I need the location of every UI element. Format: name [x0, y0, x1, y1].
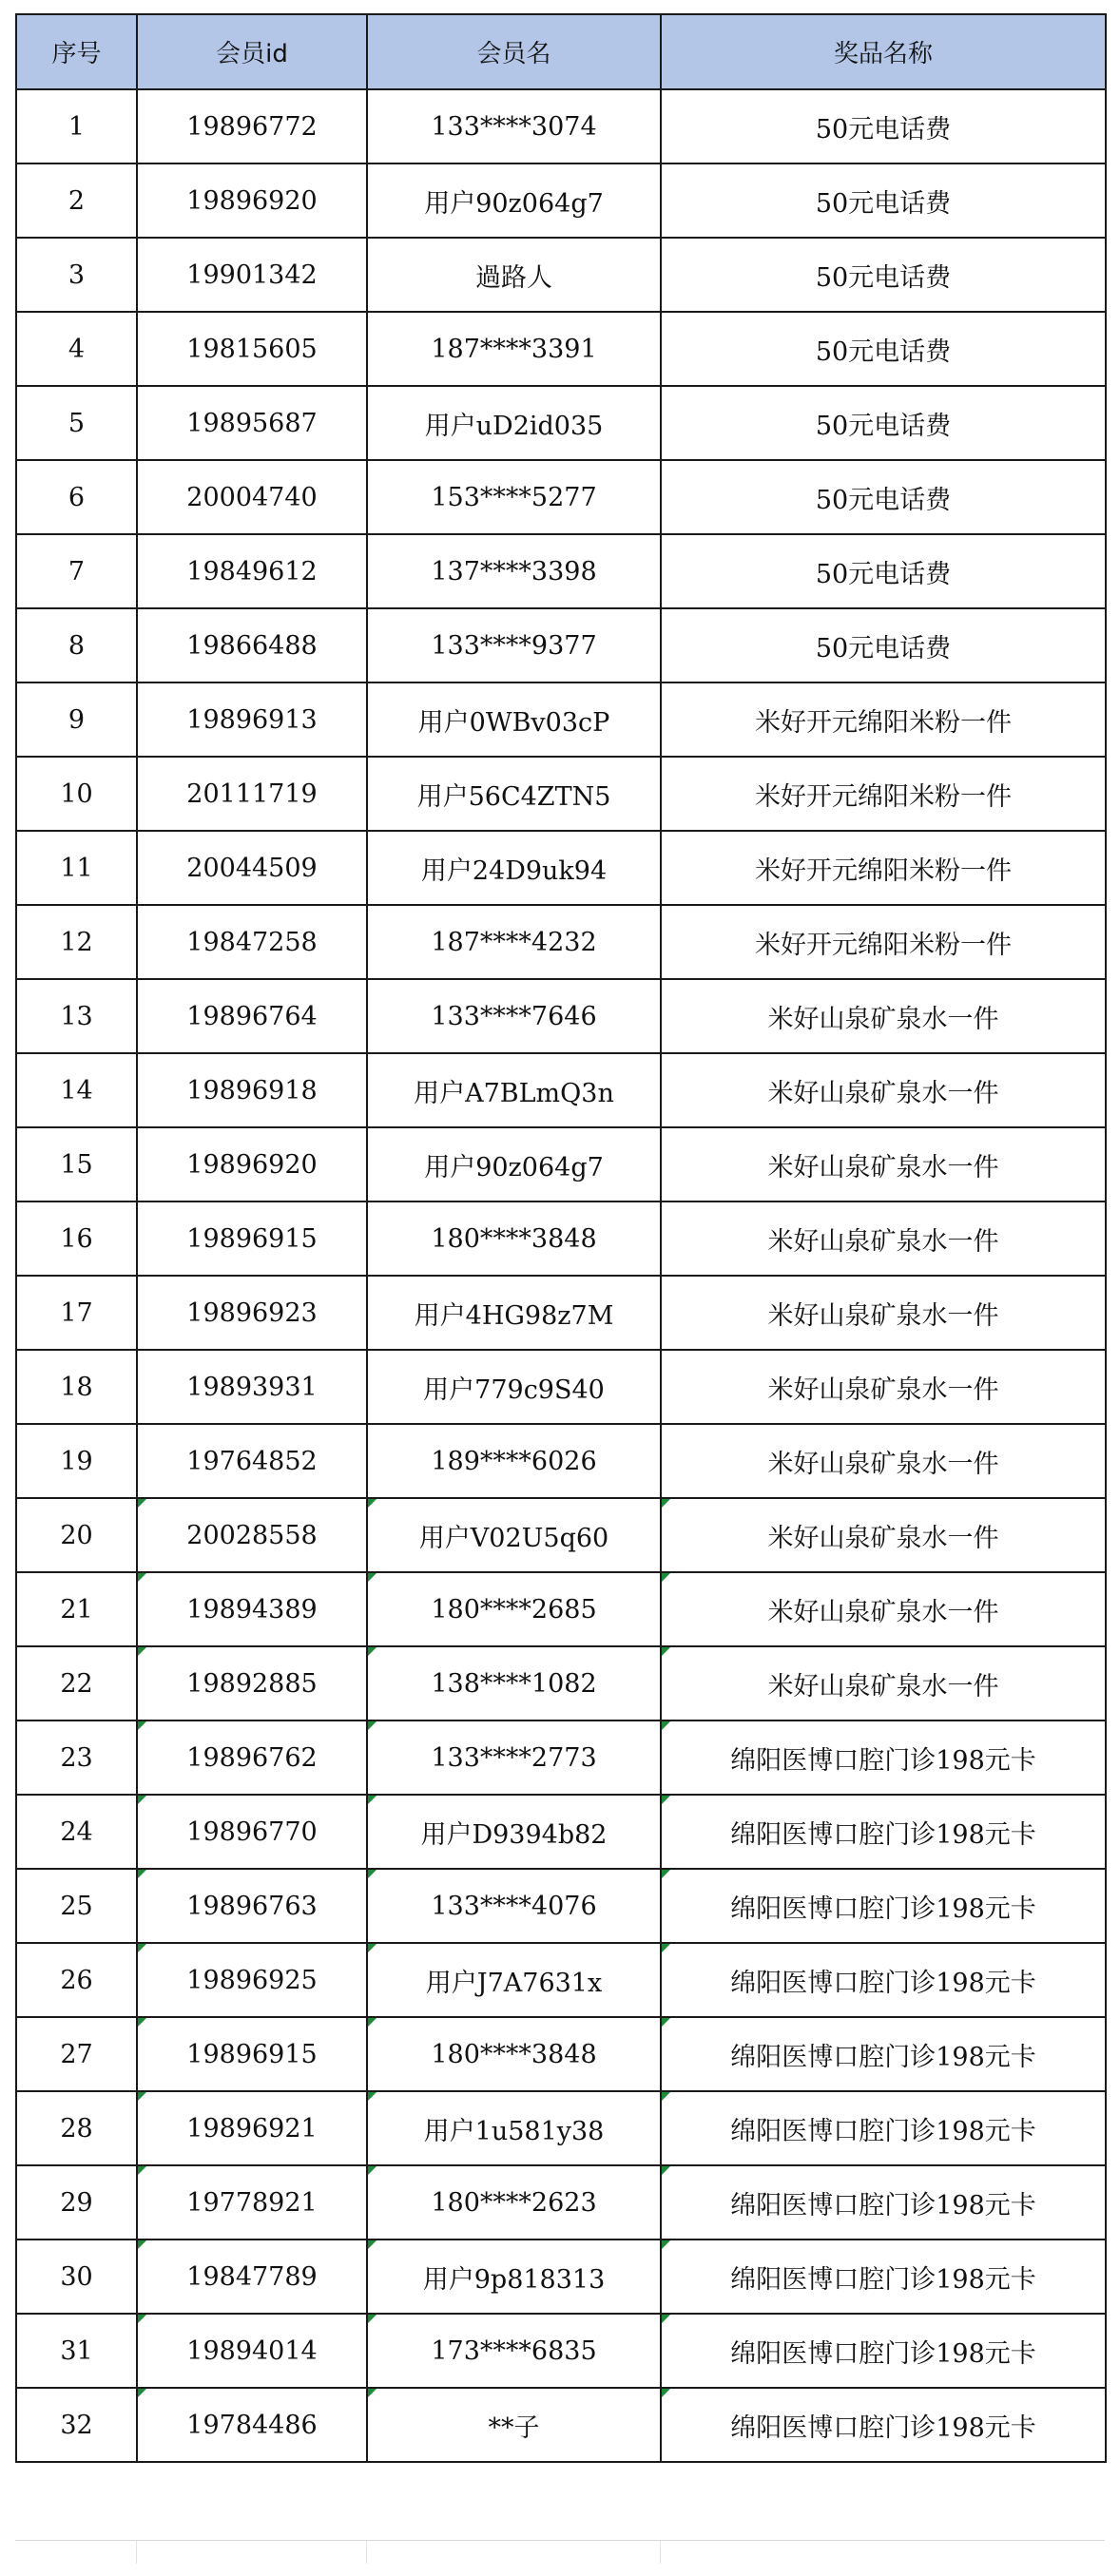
table-row — [16, 1943, 1106, 2017]
cell-member-id[interactable]: 19896921 — [137, 2091, 367, 2165]
cell-member-name[interactable]: 133****3074 — [367, 89, 661, 163]
cell-serial-number[interactable]: 29 — [16, 2165, 137, 2240]
cell-prize-name[interactable]: 绵阳医博口腔门诊198元卡 — [661, 1869, 1106, 1943]
cell-member-name[interactable]: 180****3848 — [367, 2017, 661, 2091]
cell-serial-number[interactable]: 32 — [16, 2388, 137, 2462]
cell-member-name[interactable]: 189****6026 — [367, 1424, 661, 1498]
table-row — [16, 1350, 1106, 1424]
cell-prize-name[interactable]: 绵阳医博口腔门诊198元卡 — [661, 2388, 1106, 2462]
cell-serial-number[interactable]: 12 — [16, 905, 137, 979]
cell-prize-name[interactable]: 绵阳医博口腔门诊198元卡 — [661, 2240, 1106, 2314]
table-row — [16, 1869, 1106, 1943]
cell-member-name[interactable]: 用户A7BLmQ3n — [367, 1053, 661, 1127]
cell-serial-number[interactable]: 2 — [16, 163, 137, 238]
cell-member-id[interactable]: 19893931 — [137, 1350, 367, 1424]
cell-serial-number[interactable]: 25 — [16, 1869, 137, 1943]
cell-prize-name[interactable]: 绵阳医博口腔门诊198元卡 — [661, 1943, 1106, 2017]
cell-prize-name[interactable]: 米好山泉矿泉水一件 — [661, 1572, 1106, 1646]
cell-prize-name[interactable]: 50元电话费 — [661, 534, 1106, 608]
cell-member-name[interactable]: 137****3398 — [367, 534, 661, 608]
cell-member-id[interactable]: 19892885 — [137, 1646, 367, 1721]
cell-serial-number[interactable]: 3 — [16, 238, 137, 312]
cell-member-id[interactable]: 19896770 — [137, 1795, 367, 1869]
cell-member-id[interactable]: 19894014 — [137, 2314, 367, 2388]
table-row — [16, 608, 1106, 682]
table-row — [16, 386, 1106, 460]
table-row — [16, 2314, 1106, 2388]
cell-prize-name[interactable]: 米好山泉矿泉水一件 — [661, 1276, 1106, 1350]
cell-member-id[interactable]: 19784486 — [137, 2388, 367, 2462]
cell-serial-number[interactable]: 14 — [16, 1053, 137, 1127]
cell-member-name[interactable]: 133****9377 — [367, 608, 661, 682]
table-row — [16, 2017, 1106, 2091]
table-row — [16, 163, 1106, 238]
cell-member-name[interactable]: 用户779c9S40 — [367, 1350, 661, 1424]
cell-prize-name[interactable]: 绵阳医博口腔门诊198元卡 — [661, 2165, 1106, 2240]
cell-member-id[interactable]: 19896925 — [137, 1943, 367, 2017]
cell-member-id[interactable]: 19896762 — [137, 1721, 367, 1795]
table-row — [16, 1572, 1106, 1646]
table-row — [16, 534, 1106, 608]
cell-member-id[interactable]: 19896763 — [137, 1869, 367, 1943]
cell-prize-name[interactable]: 绵阳医博口腔门诊198元卡 — [661, 1795, 1106, 1869]
gridline — [366, 2541, 367, 2564]
table-row — [16, 682, 1106, 757]
cell-member-name[interactable]: 用户V02U5q60 — [367, 1498, 661, 1572]
header-serial-number[interactable]: 序号 — [16, 14, 137, 89]
header-member-name[interactable]: 会员名 — [367, 14, 661, 89]
table-row — [16, 979, 1106, 1053]
cell-member-id[interactable]: 19764852 — [137, 1424, 367, 1498]
cell-prize-name[interactable]: 50元电话费 — [661, 312, 1106, 386]
cell-serial-number[interactable]: 9 — [16, 682, 137, 757]
cell-serial-number[interactable]: 11 — [16, 831, 137, 905]
cell-prize-name[interactable]: 米好山泉矿泉水一件 — [661, 1350, 1106, 1424]
cell-member-id[interactable]: 19896772 — [137, 89, 367, 163]
gridline — [136, 2541, 137, 2564]
cell-serial-number[interactable]: 10 — [16, 757, 137, 831]
cell-member-name[interactable]: 用户0WBv03cP — [367, 682, 661, 757]
header-row — [16, 14, 1106, 89]
cell-prize-name[interactable]: 米好山泉矿泉水一件 — [661, 1127, 1106, 1201]
cell-serial-number[interactable]: 4 — [16, 312, 137, 386]
cell-serial-number[interactable]: 27 — [16, 2017, 137, 2091]
cell-serial-number[interactable]: 26 — [16, 1943, 137, 2017]
table-body — [16, 89, 1106, 2462]
cell-member-name[interactable]: 180****3848 — [367, 1201, 661, 1276]
cell-serial-number[interactable]: 13 — [16, 979, 137, 1053]
cell-member-name[interactable]: 用户24D9uk94 — [367, 831, 661, 905]
cell-member-id[interactable]: 19895687 — [137, 386, 367, 460]
cell-member-name[interactable]: 用户1u581y38 — [367, 2091, 661, 2165]
cell-prize-name[interactable]: 50元电话费 — [661, 238, 1106, 312]
cell-prize-name[interactable]: 50元电话费 — [661, 386, 1106, 460]
cell-member-name[interactable]: 187****3391 — [367, 312, 661, 386]
cell-serial-number[interactable]: 24 — [16, 1795, 137, 1869]
table-row — [16, 460, 1106, 534]
cell-member-id[interactable]: 19896764 — [137, 979, 367, 1053]
cell-member-id[interactable]: 19847258 — [137, 905, 367, 979]
cell-prize-name[interactable]: 米好山泉矿泉水一件 — [661, 1201, 1106, 1276]
cell-member-name[interactable]: 用户56C4ZTN5 — [367, 757, 661, 831]
table-row — [16, 1424, 1106, 1498]
empty-spreadsheet-row — [15, 2540, 1105, 2564]
gridline — [660, 2541, 661, 2564]
cell-member-name[interactable]: 133****2773 — [367, 1721, 661, 1795]
cell-prize-name[interactable]: 米好开元绵阳米粉一件 — [661, 682, 1106, 757]
table-row — [16, 1498, 1106, 1572]
table-row — [16, 2388, 1106, 2462]
cell-member-id[interactable]: 19894389 — [137, 1572, 367, 1646]
cell-serial-number[interactable]: 23 — [16, 1721, 137, 1795]
cell-member-name[interactable]: 用户uD2id035 — [367, 386, 661, 460]
cell-serial-number[interactable]: 16 — [16, 1201, 137, 1276]
cell-member-id[interactable]: 20111719 — [137, 757, 367, 831]
cell-serial-number[interactable]: 17 — [16, 1276, 137, 1350]
table-row — [16, 238, 1106, 312]
cell-prize-name[interactable]: 米好山泉矿泉水一件 — [661, 1424, 1106, 1498]
table-row — [16, 1646, 1106, 1721]
cell-member-id[interactable]: 19896920 — [137, 1127, 367, 1201]
cell-prize-name[interactable]: 米好山泉矿泉水一件 — [661, 1646, 1106, 1721]
cell-prize-name[interactable]: 50元电话费 — [661, 89, 1106, 163]
cell-member-id[interactable]: 19896913 — [137, 682, 367, 757]
cell-member-name[interactable]: 133****7646 — [367, 979, 661, 1053]
table-row — [16, 831, 1106, 905]
cell-member-id[interactable]: 19896920 — [137, 163, 367, 238]
cell-member-id[interactable]: 19896918 — [137, 1053, 367, 1127]
cell-member-id[interactable]: 19896915 — [137, 2017, 367, 2091]
cell-serial-number[interactable]: 7 — [16, 534, 137, 608]
cell-member-id[interactable]: 20044509 — [137, 831, 367, 905]
table-row — [16, 1276, 1106, 1350]
table-row — [16, 1127, 1106, 1201]
cell-member-id[interactable]: 19847789 — [137, 2240, 367, 2314]
cell-member-name[interactable]: 過路人 — [367, 238, 661, 312]
cell-member-id[interactable]: 19896923 — [137, 1276, 367, 1350]
cell-member-id[interactable]: 19849612 — [137, 534, 367, 608]
table-row — [16, 905, 1106, 979]
cell-member-name[interactable]: 用户4HG98z7M — [367, 1276, 661, 1350]
table-row — [16, 312, 1106, 386]
cell-member-name[interactable]: **子 — [367, 2388, 661, 2462]
table-row — [16, 1053, 1106, 1127]
cell-serial-number[interactable]: 20 — [16, 1498, 137, 1572]
cell-prize-name[interactable]: 50元电话费 — [661, 163, 1106, 238]
cell-member-id[interactable]: 19866488 — [137, 608, 367, 682]
cell-member-name[interactable]: 133****4076 — [367, 1869, 661, 1943]
cell-member-name[interactable]: 173****6835 — [367, 2314, 661, 2388]
cell-serial-number[interactable]: 31 — [16, 2314, 137, 2388]
cell-member-id[interactable]: 20028558 — [137, 1498, 367, 1572]
cell-prize-name[interactable]: 绵阳医博口腔门诊198元卡 — [661, 2017, 1106, 2091]
cell-prize-name[interactable]: 绵阳医博口腔门诊198元卡 — [661, 1721, 1106, 1795]
cell-member-name[interactable]: 180****2623 — [367, 2165, 661, 2240]
cell-member-id[interactable]: 19815605 — [137, 312, 367, 386]
cell-member-name[interactable]: 用户9p818313 — [367, 2240, 661, 2314]
cell-prize-name[interactable]: 50元电话费 — [661, 460, 1106, 534]
cell-member-name[interactable]: 用户J7A7631x — [367, 1943, 661, 2017]
cell-serial-number[interactable]: 28 — [16, 2091, 137, 2165]
spreadsheet-sheet — [15, 13, 1105, 2463]
cell-prize-name[interactable]: 米好山泉矿泉水一件 — [661, 1498, 1106, 1572]
cell-serial-number[interactable]: 19 — [16, 1424, 137, 1498]
cell-member-id[interactable]: 19778921 — [137, 2165, 367, 2240]
table-row — [16, 2165, 1106, 2240]
cell-member-name[interactable]: 153****5277 — [367, 460, 661, 534]
table-header — [16, 14, 1106, 89]
cell-serial-number[interactable]: 8 — [16, 608, 137, 682]
table-row — [16, 2091, 1106, 2165]
cell-prize-name[interactable]: 米好山泉矿泉水一件 — [661, 1053, 1106, 1127]
cell-prize-name[interactable]: 米好开元绵阳米粉一件 — [661, 905, 1106, 979]
cell-prize-name[interactable]: 50元电话费 — [661, 608, 1106, 682]
cell-prize-name[interactable]: 绵阳医博口腔门诊198元卡 — [661, 2091, 1106, 2165]
cell-member-id[interactable]: 20004740 — [137, 460, 367, 534]
table-row — [16, 1721, 1106, 1795]
cell-member-id[interactable]: 19901342 — [137, 238, 367, 312]
cell-member-name[interactable]: 用户90z064g7 — [367, 1127, 661, 1201]
cell-member-name[interactable]: 用户90z064g7 — [367, 163, 661, 238]
cell-serial-number[interactable]: 1 — [16, 89, 137, 163]
header-member-id[interactable]: 会员id — [137, 14, 367, 89]
header-prize-name[interactable]: 奖品名称 — [661, 14, 1106, 89]
cell-serial-number[interactable]: 15 — [16, 1127, 137, 1201]
table-row — [16, 2240, 1106, 2314]
table-row — [16, 1201, 1106, 1276]
cell-member-name[interactable]: 180****2685 — [367, 1572, 661, 1646]
cell-prize-name[interactable]: 米好开元绵阳米粉一件 — [661, 757, 1106, 831]
winners-table — [15, 13, 1107, 2463]
cell-serial-number[interactable]: 6 — [16, 460, 137, 534]
cell-serial-number[interactable]: 18 — [16, 1350, 137, 1424]
cell-prize-name[interactable]: 米好开元绵阳米粉一件 — [661, 831, 1106, 905]
cell-prize-name[interactable]: 绵阳医博口腔门诊198元卡 — [661, 2314, 1106, 2388]
cell-serial-number[interactable]: 30 — [16, 2240, 137, 2314]
table-row — [16, 89, 1106, 163]
cell-member-id[interactable]: 19896915 — [137, 1201, 367, 1276]
cell-serial-number[interactable]: 5 — [16, 386, 137, 460]
cell-member-name[interactable]: 用户D9394b82 — [367, 1795, 661, 1869]
table-row — [16, 757, 1106, 831]
cell-member-name[interactable]: 138****1082 — [367, 1646, 661, 1721]
cell-serial-number[interactable]: 21 — [16, 1572, 137, 1646]
cell-prize-name[interactable]: 米好山泉矿泉水一件 — [661, 979, 1106, 1053]
table-row — [16, 1795, 1106, 1869]
cell-serial-number[interactable]: 22 — [16, 1646, 137, 1721]
cell-member-name[interactable]: 187****4232 — [367, 905, 661, 979]
